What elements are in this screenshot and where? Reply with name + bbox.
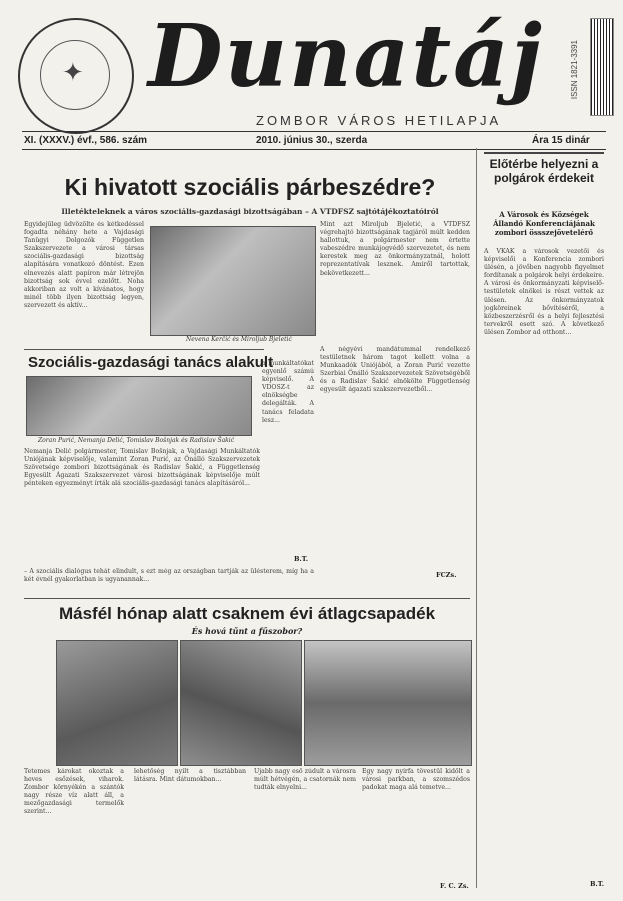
second-continuation: – A szociális dialógus tehát elindult, s ezt még az országban tartják az ülésterem, míg ha a két évnél gyakorlatban is ugyanannak... [24,568,314,584]
feature-column-1: Tetemes károkat okoztak a heves esőzések, viharok. Zombor környékén a szántók nagy része víz alatt áll, a mezőgazdasági termelők szerint... [24,768,124,816]
sidebar-subhead: A Városok és Községek Állandó Konferenciájának zombori össszejövetelérő [493,210,595,237]
feature-column-3: Újabb nagy eső zúdult a városra múlt hétvégén, a csatornák nem tudták elnyelni... [254,768,356,792]
feature-headline: Másfél hónap alatt csaknem évi átlagcsapadék [58,604,436,623]
sidebar-headline: Előtérbe helyezni a polgárok érdekeit [489,157,599,185]
feature-photo-right [304,640,472,766]
lead-photo [150,226,316,336]
sidebar-signature: B.T. [590,880,605,888]
feature-photo-left [56,640,178,766]
second-photo-caption: Zoran Purić, Nemanja Delić, Tomislav Bošnjak és Radislav Šakić [38,437,235,444]
issue-price: Ára 15 dinár [532,135,590,146]
feature-rule [24,598,470,599]
sidebar-rule [484,152,604,154]
masthead-rule-top [22,131,606,132]
feature-signature: F. C. Zs. [440,882,469,890]
barcode [590,18,614,116]
lead-subhead: Illetékteleknek a város szociális-gazdasági bizottságában – A VTDFSZ sajtótájékoztatóiról [61,207,439,216]
feature-subhead: És hová tűnt a fűszobor? [191,626,303,636]
lead-column-3: A négyévi mandátummal rendelkező testületnek három tagot kellett volna a Munkaadók Uniójából, a Zoran Purić vezette Szerbiai Önálló Szakszervezetek Szövetségéből és a Radislav Šakić elnökölte Függetlenség egyesült ágazati szakszervezetből... [320,346,470,394]
issn-number: ISSN 1821-3391 [570,40,579,100]
second-column-2: a munkáltatókat egyenlő számú képviselő. A VDOSZ-t az elnökségbe delegálták. A tanács feladata lesz... [262,360,314,424]
sidebar-body: A VKÁK a városok vezetői és képviselői a Konferencia zombori ülésén, a jövőben nagyobb figyelmet fordítanak a polgárok helyi érdekeire. A városi és önkormányzati képviselő-testületek elnökei is részt vettek az ülésen. Az önkormányzatok jogköreinek bővítéséről, a közbeszerzésről és a helyi fejlesztési tervekről esett szó. A következő ülésen Zombor ad otthont... [484,248,604,336]
lead-column-1: Egyidejűleg üdvözölte és kétkedéssel fogadta néhány hete a Vajdasági Tanügyi Dolgozók Független Szakszervezete a városi társas szociális-gazdasági bizottság alapítására vonatkozó döntést. Ezen elnevezés alatt papíron már létrejön bizottság sok évvel ezelőtt. Noha akkoriban az volt a kívánatos, hogy minél több ilyen bizottság legyen, szervezett és aktív... [24,221,144,309]
seal-emblem-icon: ✦ [62,58,84,88]
lead-signature: FCZs. [436,571,457,579]
second-signature: B.T. [294,555,309,563]
lead-headline: Ki hivatott szociális párbeszédre? [64,174,436,200]
second-headline: Szociális-gazdasági tanács alakult [28,354,274,371]
newspaper-subtitle: ZOMBOR VÁROS HETILAPJA [256,113,502,128]
lead-photo-caption: Nevena Kerčić és Miroljub Bjeletić [186,336,292,343]
issue-info: XI. (XXXV.) évf., 586. szám [24,135,148,146]
feature-photo-middle [180,640,302,766]
newspaper-title: Dunatáj [148,6,544,107]
feature-column-2: lehetőség nyílt a tisztábban látásra. Mint dátumokban... [134,768,246,784]
second-photo [26,376,252,436]
lead-column-2: Mint azt Miroljub Bjeletić, a VTDFSZ végrehajtó bizottságának tagjáról múlt kedden hallottuk, a polgármester nem értette vabeszédre munkájogvédő szervezetet, és nem kerestek meg az önkormányzatnál, holott reprezentatívak lesznek. Amiről tartottak, bekövetkezett... [320,221,470,277]
second-article-rule [24,349,264,350]
feature-column-4: Egy nagy nyírfa tövestül kidőlt a városi parkban, a szomszédos padokat maga alá temetve... [362,768,470,792]
issue-date: 2010. június 30., szerda [256,135,368,146]
second-column-1: Nemanja Delić polgármester, Tomislav Bošnjak, a Vajdasági Munkáltatók Uniójának képviselője, valamint Zoran Purić, az Önálló Szakszervezetek Szövetsége zombori bizottságának és Radislav Šakić, a Függetlenség Egyesült Ágazati Szakszervezet városi bizottságának képviselője múlt pénteken egyezményt írták alá szociális-gazdasági tanács alapításáról... [24,448,260,488]
